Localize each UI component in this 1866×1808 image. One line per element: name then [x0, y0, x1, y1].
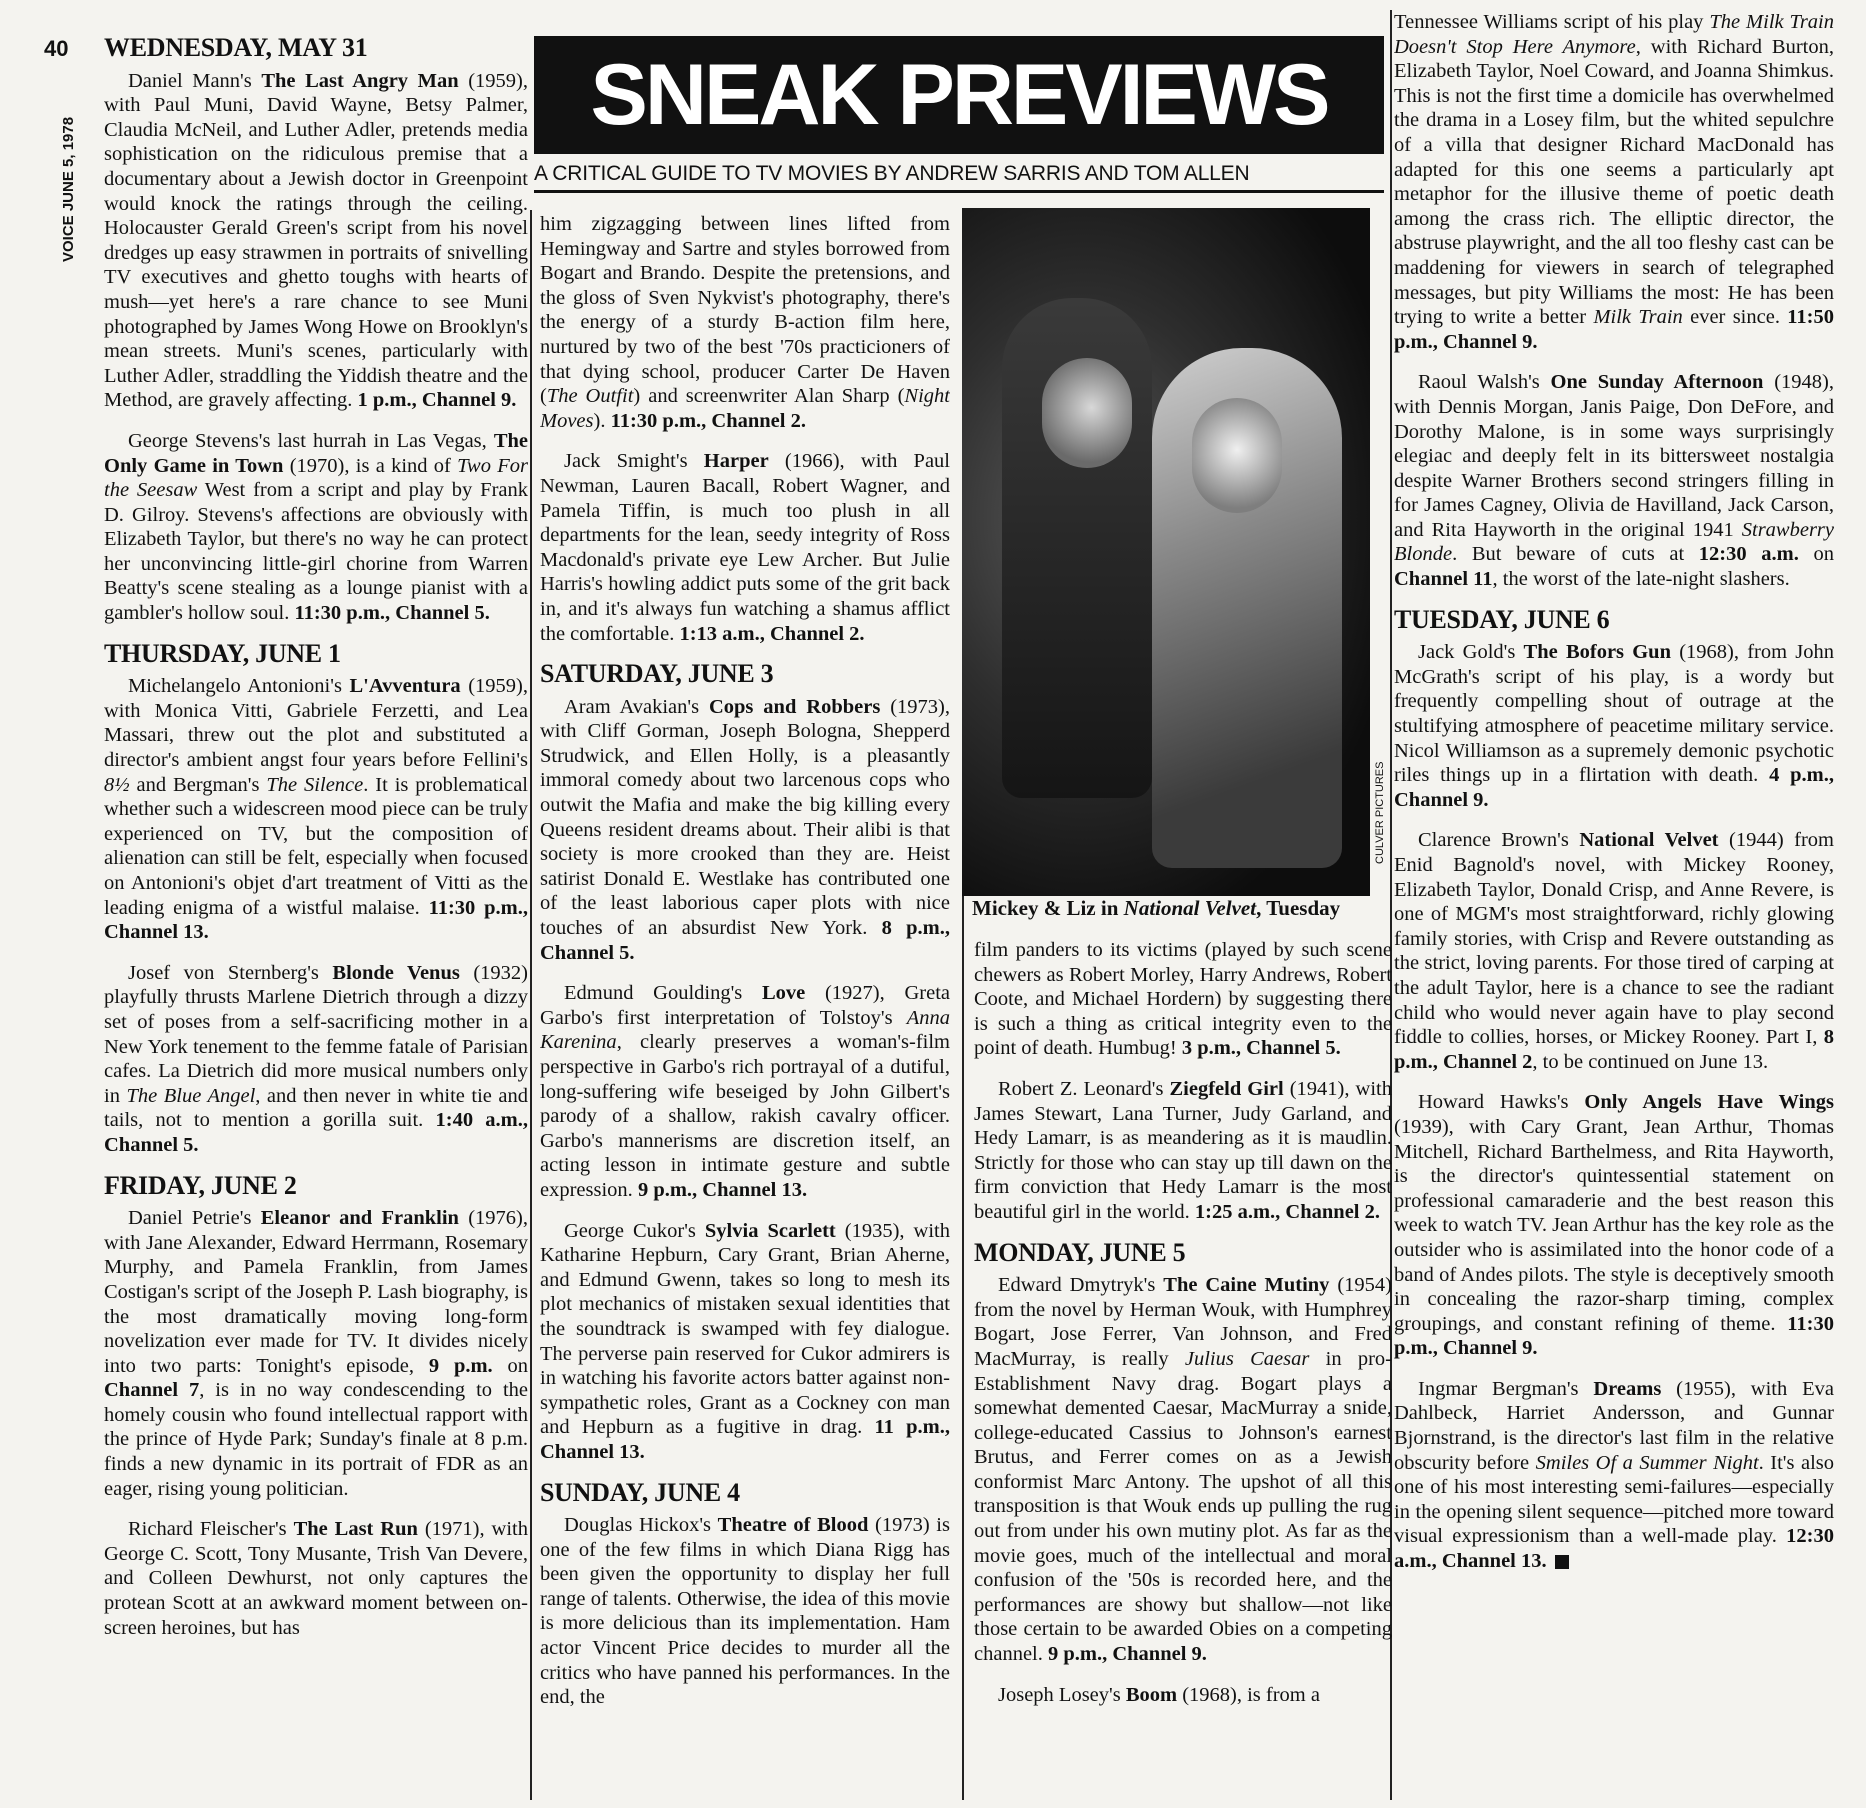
- photo-caption: Mickey & Liz in National Velvet, Tuesday: [972, 896, 1341, 920]
- review-paragraph: Edward Dmytryk's The Caine Mutiny (1954) from the novel by Herman Wouk, with Humphrey Bogart, Jose Ferrer, Van Johnson, and Fred MacMurray, is really Julius Caesar in pro-Establishment Navy drag. Bogart plays a somewhat demented Caesar, MacMurray a snide, college-educated Cassius to Johnson's earnest Brutus, and Ferrer comes on as a Jewish conformist Marc Antony. The upshot of all this transposition is that Wouk ends up pulling the rug out from under his own mutiny plot. As far as the movie goes, much of the intellectual and moral confusion of the '50s is recorded here, and the performances are showy but shallow—not like those certain to be awarded Obies on a competing channel. 9 p.m., Channel 9.: [974, 1274, 1392, 1666]
- column-2: [540, 212, 950, 1805]
- column-1: [104, 30, 528, 1805]
- day-heading: TUESDAY, JUNE 6: [1394, 604, 1610, 634]
- film-still-photo: [962, 208, 1370, 896]
- day-heading: MONDAY, JUNE 5: [974, 1237, 1186, 1267]
- column-4: [1394, 10, 1834, 1805]
- review-paragraph: Daniel Mann's The Last Angry Man (1959), with Paul Muni, David Wayne, Betsy Palmer, Claudia McNeil, and Luther Adler, pretends media sophistication on the ridiculous premise that a documentary about a Jewish doctor in Greenpoint would knock the ratings through the ceiling. Holocauster Gerald Green's script from his novel dredges up easy strawmen in portraits of snivelling TV executives and ghetto toughs with hearts of mush—yet here's a rare chance to see Muni photographed by James Wong Howe on Brooklyn's mean streets. Muni's scenes, particularly with Luther Adler, straddling the Yiddish theatre and the Method, are gravely affecting. 1 p.m., Channel 9.: [104, 69, 528, 412]
- review-paragraph: Richard Fleischer's The Last Run (1971), with George C. Scott, Tony Musante, Trish Van Devere, and Colleen Dewhurst, not only captures the protean Scott at an awkward moment between on-screen heroines, but has: [104, 1518, 528, 1639]
- masthead-title: SNEAK PREVIEWS: [534, 36, 1384, 154]
- day-heading: THURSDAY, JUNE 1: [104, 638, 341, 668]
- day-heading: FRIDAY, JUNE 2: [104, 1170, 297, 1200]
- review-paragraph: Josef von Sternberg's Blonde Venus (1932) playfully thrusts Marlene Dietrich through a dizzy set of poses from a self-sacrificing mother in a New York tenement to the femme fatale of Parisian cafes. La Dietrich did more musical numbers only in The Blue Angel, and then never in white tie and tails, not to mention a gorilla suit. 1:40 a.m., Channel 5.: [104, 961, 528, 1156]
- review-paragraph: George Stevens's last hurrah in Las Vegas, The Only Game in Town (1970), is a kind of Two For the Seesaw West from a script and play by Frank D. Gilroy. Stevens's affections are obviously with Elizabeth Taylor, but there's no way he can protect her unconvincing little-girl chorine from Warren Beatty's scene stealing as a lounge pianist with a gambler's hollow soul. 11:30 p.m., Channel 5.: [104, 429, 528, 625]
- photo-credit: CULVER PICTURES: [1374, 761, 1386, 864]
- review-paragraph: Tennessee Williams script of his play The Milk Train Doesn't Stop Here Anymore, with Richard Burton, Elizabeth Taylor, Noel Coward, and Joanna Shimkus. This is not the first time a domicile has overwhelmed the drama in a Losey film, but the whited sepulchre of a villa that designer Richard MacDonald has adapted for this one seems a particularly apt metaphor for the illusive theme of poetic death among the crass rich. The elliptic director, the abstruse playwright, and the all too fleshy cast can be maddening for viewers in search of telegraphed messages, but pity Williams the most: He has been trying to write a better Milk Train ever since. 11:50 p.m., Channel 9.: [1394, 11, 1834, 353]
- review-paragraph: Robert Z. Leonard's Ziegfeld Girl (1941), with James Stewart, Lana Turner, Judy Garland, and Hedy Lamarr, is as meandering as it is maudlin. Strictly for those who can stay up till dawn on the firm conviction that Hedy Lamarr is the most beautiful girl in the world. 1:25 a.m., Channel 2.: [974, 1077, 1392, 1223]
- page-number: 40: [44, 36, 69, 61]
- review-paragraph: Ingmar Bergman's Dreams (1955), with Eva Dahlbeck, Harriet Andersson, and Gunnar Bjornstrand, is the director's last film in the relative obscurity before Smiles Of a Summer Night. It's also one of his most interesting semi-failures—especially in the opening silent sequence—pitched more toward visual expressionism than a well-made play. 12:30 a.m., Channel 13.: [1394, 1377, 1834, 1573]
- review-paragraph: film panders to its victims (played by such scene chewers as Robert Morley, Harry Andrews, Robert Coote, and Michael Hordern) by suggesting there is such a thing as critical integrity even to the point of death. Humbug! 3 p.m., Channel 5.: [974, 939, 1392, 1060]
- photo-face-right: [1192, 398, 1282, 513]
- review-paragraph: Jack Gold's The Bofors Gun (1968), from John McGrath's script of his play, is a wordy but frequently compelling shout of outrage at the stultifying atmosphere of peacetime military service. Nicol Williamson as a supremely demonic psychotic riles things up in a flirtation with death. 4 p.m., Channel 9.: [1394, 641, 1834, 811]
- masthead-subtitle: A CRITICAL GUIDE TO TV MOVIES BY ANDREW SARRIS AND TOM ALLEN: [534, 162, 1250, 185]
- day-heading: SUNDAY, JUNE 4: [540, 1477, 740, 1507]
- column-rule: [530, 210, 532, 1800]
- review-paragraph: George Cukor's Sylvia Scarlett (1935), with Katharine Hepburn, Cary Grant, Brian Aherne, and Edmund Gwenn, takes so long to mesh its plot mechanics of mistaken sexual identities that the soundtrack is swamped with fey dialogue. The perverse pain reserved for Cukor admirers is in watching his favorite actors batter against non-sympathetic roles, Grant as a Cockney con man and Hepburn as a fugitive in drag. 11 p.m., Channel 13.: [540, 1219, 950, 1463]
- column-3: [974, 938, 1392, 1805]
- review-paragraph: Raoul Walsh's One Sunday Afternoon (1948), with Dennis Morgan, Janis Paige, Don DeFore, and Dorothy Malone, is in some ways surprisingly elegiac and deeply felt in its bittersweet nostalgia despite Warner Brothers second stringers filling in for James Cagney, Olivia de Havilland, Jack Carson, and Rita Hayworth in the original 1941 Strawberry Blonde. But beware of cuts at 12:30 a.m. on Channel 11, the worst of the late-night slashers.: [1394, 371, 1834, 591]
- folio-line: VOICE JUNE 5, 1978: [60, 116, 77, 262]
- review-paragraph: Daniel Petrie's Eleanor and Franklin (1976), with Jane Alexander, Edward Herrmann, Rosemary Murphy, and Pamela Franklin, from James Costigan's script of the Joseph P. Lash biography, is the most dramatically moving long-form novelization ever made for TV. It divides nicely into two parts: Tonight's episode, 9 p.m. on Channel 7, is in no way condescending to the homely cousin who found intellectual rapport with the prince of Hyde Park; Sunday's finale at 8 p.m. finds a new dynamic in its portrait of FDR as an eager, rising young politician.: [104, 1207, 528, 1500]
- day-heading: WEDNESDAY, MAY 31: [104, 33, 368, 62]
- review-paragraph: Michelangelo Antonioni's L'Avventura (1959), with Monica Vitti, Gabriele Ferzetti, and Lea Massari, threw out the plot and substituted a director's ambient angst four years before Fellini's 8½ and Bergman's The Silence. It is problematical whether such a widescreen mood piece can be truly experienced on TV, but the composition of alienation can still be felt, especially when focused on Antonioni's objet d'art treatment of Vitti as the leading enigma of a wistful malaise. 11:30 p.m., Channel 13.: [104, 675, 528, 944]
- end-mark: [1555, 1555, 1569, 1569]
- review-paragraph: Douglas Hickox's Theatre of Blood (1973) is one of the few films in which Diana Rigg has been given the opportunity to display her full range of talents. Otherwise, the idea of this movie is more delicious than its implementation. Ham actor Vincent Price decides to murder all the critics who have panned his performances. In the end, the: [540, 1514, 950, 1709]
- review-paragraph: Edmund Goulding's Love (1927), Greta Garbo's first interpretation of Tolstoy's Anna Karenina, clearly preserves a woman's-film perspective in Garbo's rich portrayal of a dutiful, long-suffering wife beseiged by John Gilbert's parody of a shallow, rakish cavalry officer. Garbo's mannerisms are discretion itself, an acting lesson in intimate gesture and subtle expression. 9 p.m., Channel 13.: [540, 982, 950, 1201]
- review-paragraph: Joseph Losey's Boom (1968), is from a: [998, 1683, 1320, 1706]
- review-paragraph: him zigzagging between lines lifted from Hemingway and Sartre and styles borrowed from Bogart and Brando. Despite the pretensions, and the gloss of Sven Nykvist's photography, there's the energy of a sturdy B-action film here, nurtured by two of the best '70s practicioners of that dying school, producer Carter De Haven (The Outfit) and screenwriter Alan Sharp (Night Moves). 11:30 p.m., Channel 2.: [540, 213, 950, 432]
- photo-face-left: [1042, 358, 1132, 468]
- day-heading: SATURDAY, JUNE 3: [540, 659, 774, 689]
- masthead-rule: [534, 190, 1384, 193]
- review-paragraph: Clarence Brown's National Velvet (1944) from Enid Bagnold's novel, with Mickey Rooney, Elizabeth Taylor, Donald Crisp, and Anne Revere, is one of MGM's most straightforward, richly glowing family stories, with Crisp and Revere outstanding as the strict, loving parents. For those tired of carping at the adult Taylor, here is a chance to see the radiant child who would never again have to play second fiddle to collies, horses, or Mickey Rooney. Part I, 8 p.m., Channel 2, to be continued on June 13.: [1394, 829, 1834, 1073]
- review-paragraph: Howard Hawks's Only Angels Have Wings (1939), with Cary Grant, Jean Arthur, Thomas Mitchell, Richard Barthelmess, and Rita Hayworth, is the director's quintessential statement on professional camaraderie and the best reason this week to watch TV. Jean Arthur has the key role as the outsider who is assimilated into the honor code of a band of Andes pilots. The style is deceptively smooth in concealing the razor-sharp timing, complex groupings, and constant refining of theme. 11:30 p.m., Channel 9.: [1394, 1091, 1834, 1360]
- review-paragraph: Aram Avakian's Cops and Robbers (1973), with Cliff Gorman, Joseph Bologna, Shepperd Strudwick, and Ellen Holly, is a pleasantly immoral comedy about two larcenous cops who outwit the Mafia and make the big killing every Queens resident dreams about. Their alibi is that society is more crooked than they are. Heist satirist Donald E. Westlake has contributed one of the least laborious caper plots with nice touches of an absurdist New York. 8 p.m., Channel 5.: [540, 695, 950, 964]
- review-paragraph: Jack Smight's Harper (1966), with Paul Newman, Lauren Bacall, Robert Wagner, and Pamela Tiffin, is much too plush in all departments for the lean, seedy integrity of Ross Macdonald's private eye Lew Archer. But Julie Harris's howling addict puts some of the grit back in, and it's always fun watching a shamus afflict the comfortable. 1:13 a.m., Channel 2.: [540, 450, 950, 645]
